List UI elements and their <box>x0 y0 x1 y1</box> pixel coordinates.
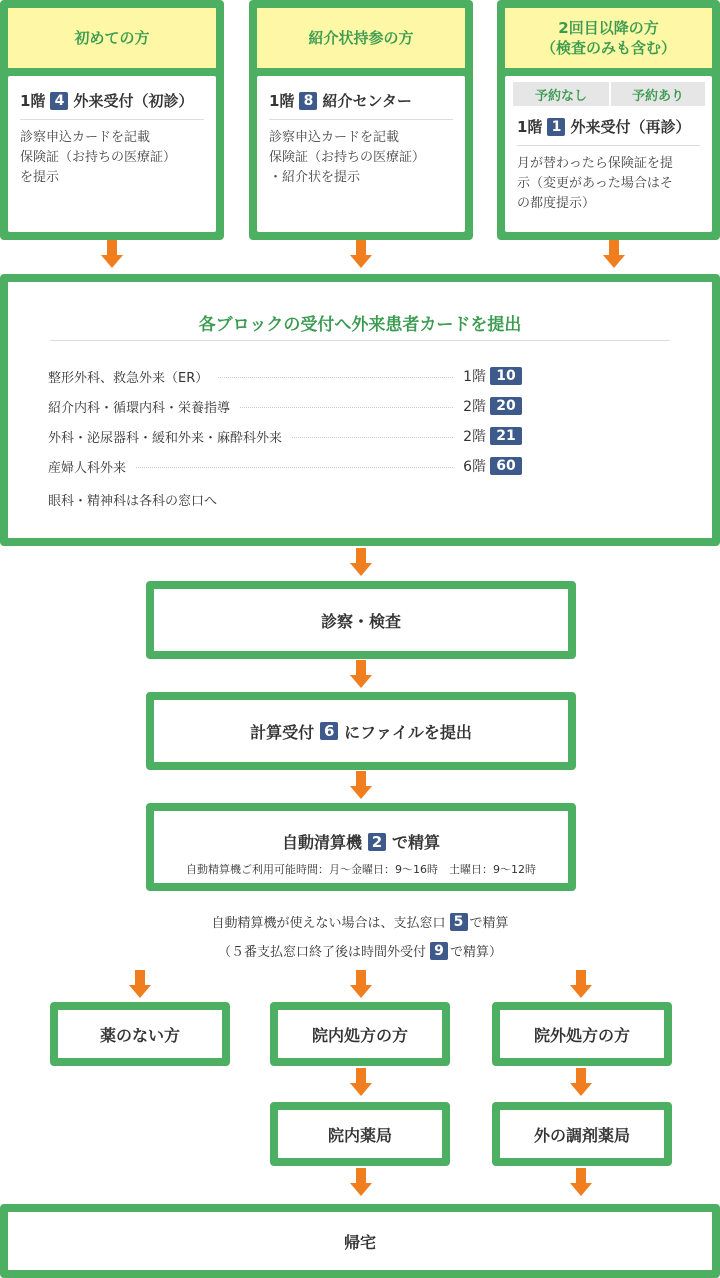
payment-title <box>154 830 568 853</box>
revisit-body <box>505 76 712 232</box>
revisit-location <box>517 116 700 146</box>
no-medicine-box <box>50 1002 230 1066</box>
counter-name: 紹介センター <box>322 92 412 110</box>
leader-dots <box>292 437 453 438</box>
dept-name: 整形外科、救急外来（ER） <box>48 370 209 386</box>
arrow-down-icon <box>570 1168 592 1198</box>
referral-location <box>269 90 453 120</box>
no-appointment-tag: 予約なし <box>513 82 609 106</box>
alt-payment-line1 <box>0 912 720 931</box>
no-medicine-label: 薬のない方 <box>99 1025 180 1045</box>
first-visit-instructions: 診察申込カードを記載 保険証（お持ちの医療証） を提示 <box>20 130 177 185</box>
arrow-down-icon <box>350 240 372 270</box>
referral-instructions: 診察申込カードを記載 保険証（お持ちの医療証） ・紹介状を提示 <box>269 130 426 185</box>
in-hospital-pharmacy-label: 院内薬局 <box>327 1125 392 1145</box>
floor-label: 1階 <box>517 118 543 136</box>
alt-payment-text-suffix: で精算） <box>450 945 503 960</box>
outside-prescription-label: 院外処方の方 <box>533 1025 630 1045</box>
arrow-down-icon <box>570 970 592 1000</box>
referral-body <box>257 76 465 232</box>
revisit-box <box>497 0 720 240</box>
calc-label: 計算受付 <box>250 722 315 742</box>
outside-pharmacy-box <box>492 1102 672 1166</box>
leader-dots <box>240 407 453 408</box>
in-hospital-prescription-label: 院内処方の方 <box>311 1025 408 1045</box>
leader-dots <box>136 467 453 468</box>
title-divider <box>50 340 670 341</box>
reception-number-badge: 20 <box>490 397 522 415</box>
calc-label-suffix: にファイルを提出 <box>344 722 472 742</box>
calc-box <box>146 692 576 770</box>
ophthalmology-note: 眼科・精神科は各科の窓口へ <box>48 494 218 509</box>
in-hospital-pharmacy-box <box>270 1102 450 1166</box>
referral-box <box>249 0 473 240</box>
arrow-down-icon <box>350 1168 372 1198</box>
dept-name: 産婦人科外来 <box>48 460 127 476</box>
go-home-label: 帰宅 <box>343 1232 376 1252</box>
appointment-tag: 予約あり <box>611 82 705 106</box>
reception-number-badge: 60 <box>490 457 522 475</box>
alt-payment-text: 自動精算機が使えない場合は、支払窓口 <box>211 916 446 931</box>
payment-label: 自動清算機 <box>281 833 362 852</box>
counter-number-badge: 4 <box>50 92 68 110</box>
alt-payment-text: （５番支払窓口終了後は時間外受付 <box>217 945 426 960</box>
dept-name: 紹介内科・循環内科・栄養指導 <box>48 400 231 416</box>
payment-label-suffix: で精算 <box>392 833 441 852</box>
counter-number-badge: 6 <box>320 722 338 740</box>
counter-name: 外来受付（初診） <box>73 92 194 110</box>
alt-payment-line2 <box>0 941 720 960</box>
arrow-down-icon <box>603 240 625 270</box>
window-number-badge: 9 <box>430 942 448 960</box>
revisit-header: 2回目以降の方 （検査のみも含む） <box>505 8 712 68</box>
machine-number-badge: 2 <box>368 833 386 851</box>
referral-header: 紹介状持参の方 <box>257 8 465 68</box>
outside-prescription-box <box>492 1002 672 1066</box>
in-hospital-prescription-box <box>270 1002 450 1066</box>
floor-label: 1階 <box>20 92 46 110</box>
floor-label: 1階 <box>463 369 486 385</box>
block-reception-box <box>0 274 720 546</box>
payment-box <box>146 803 576 891</box>
block-reception-title: 各ブロックの受付へ外来患者カードを提出 <box>198 315 522 335</box>
arrow-down-icon <box>101 240 123 270</box>
dept-row <box>48 366 522 386</box>
go-home-box <box>0 1204 720 1278</box>
reception-number-badge: 21 <box>490 427 522 445</box>
exam-label: 診察・検査 <box>320 611 401 631</box>
reception-number-badge: 10 <box>490 367 522 385</box>
counter-name: 外来受付（再診） <box>570 118 691 136</box>
first-visit-box <box>0 0 224 240</box>
dept-row <box>48 456 522 476</box>
arrow-down-icon <box>350 1068 372 1098</box>
window-number-badge: 5 <box>450 913 468 931</box>
floor-label: 6階 <box>463 459 486 475</box>
counter-number-badge: 8 <box>299 92 317 110</box>
exam-box <box>146 581 576 659</box>
dept-name: 外科・泌尿器科・緩和外来・麻酔科外来 <box>48 430 283 446</box>
leader-dots <box>218 377 453 378</box>
first-visit-location <box>20 90 204 120</box>
arrow-down-icon <box>350 660 372 690</box>
dept-row <box>48 396 522 416</box>
dept-row <box>48 426 522 446</box>
outside-pharmacy-label: 外の調剤薬局 <box>533 1125 630 1145</box>
arrow-down-icon <box>350 548 372 578</box>
floor-label: 2階 <box>463 399 486 415</box>
first-visit-body <box>8 76 216 232</box>
floor-label: 2階 <box>463 429 486 445</box>
alt-payment-text-suffix: で精算 <box>469 916 509 931</box>
counter-number-badge: 1 <box>547 118 565 136</box>
revisit-instructions: 月が替わったら保険証を提 示（変更があった場合はそ の都度提示） <box>517 156 673 211</box>
arrow-down-icon <box>350 771 372 801</box>
first-visit-header: 初めての方 <box>8 8 216 68</box>
arrow-down-icon <box>129 970 151 1000</box>
arrow-down-icon <box>350 970 372 1000</box>
floor-label: 1階 <box>269 92 295 110</box>
payment-hours: 自動精算機ご利用可能時間：月〜金曜日：9〜16時 土曜日：9〜12時 <box>186 863 536 876</box>
arrow-down-icon <box>570 1068 592 1098</box>
